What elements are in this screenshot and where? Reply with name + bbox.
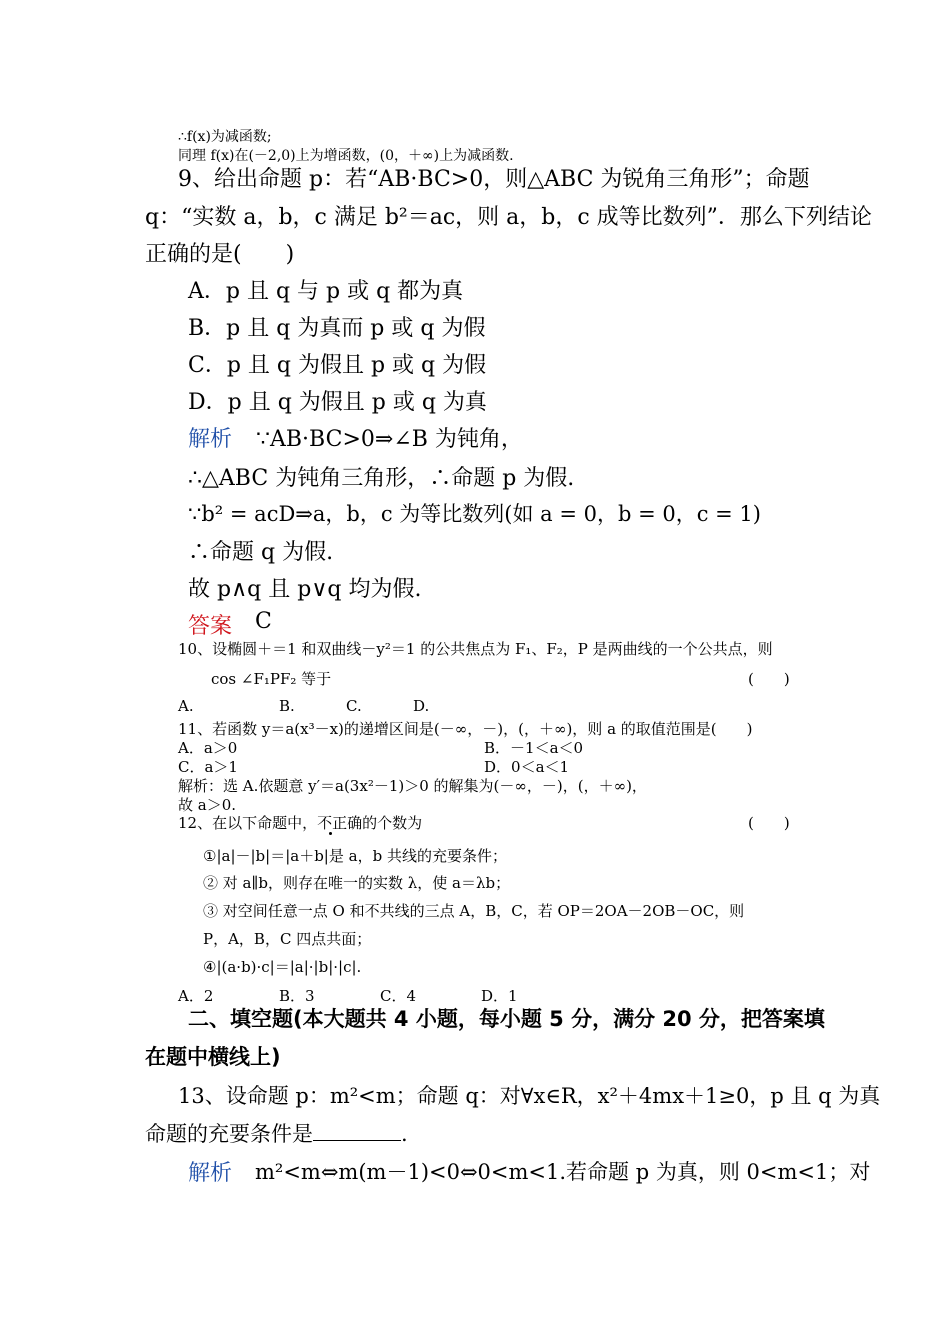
analysis-text: ∵b² = acD⇒a，b，c 为等比数列(如 a = 0，b = 0，c = 1) [188,502,761,526]
analysis-text: m²<m⇔m(m－1)<0⇔0<m<1.若命题 p 为真，则 0<m<1；对 [255,1160,871,1184]
question-10-stem: 10、设椭圆＋＝1 和双曲线－y²＝1 的公共焦点为 F₁、F₂，P 是两曲线的一个公共点，则 [178,640,773,658]
statement-3: ③ 对空间任意一点 O 和不共线的三点 A，B，C，若 OP＝2OA－2OB－OC，则 [203,902,745,920]
question-13-text: 命题的充要条件是 [145,1122,313,1146]
answer-label: 答案 [188,614,233,639]
statement-4: ④|(a·b)·c|＝|a|·|b|·|c|. [203,958,362,976]
section-heading: 二、填空题(本大题共 4 小题，每小题 5 分，满分 20 分，把答案填 [188,1007,825,1031]
answer-value: C [255,609,272,634]
option-b: B．p 且 q 为真而 p 或 q 为假 [188,316,486,341]
statement-3: P，A，B，C 四点共面； [203,930,372,948]
option-c: C．4 [380,987,417,1005]
option-a: A．p 且 q 与 p 或 q 都为真 [188,279,464,304]
option-a: A．a＞0 [178,739,238,757]
question-9-stem: 9、给出命题 p：若“AB·BC>0，则△ABC 为锐角三角形”；命题 [178,167,810,192]
analysis-text: ∵AB·BC>0⇒∠B 为钝角， [256,427,523,452]
question-13-stem: 13、设命题 p：m²<m；命题 q：对∀x∈R，x²＋4mx＋1≥0，p 且 q 为真 [178,1084,881,1108]
option-a: A. [178,697,194,715]
question-13-stem [145,1118,408,1148]
option-b: B. [279,697,295,715]
question-13-end: . [401,1122,408,1146]
text-line: 同理 f(x)在(－2,0)上为增函数，(0，＋∞)上为减函数. [178,148,514,164]
question-9-stem: 正确的是( ) [145,242,295,267]
question-9-stem: q：“实数 a，b，c 满足 b²＝ac，则 a，b，c 成等比数列”．那么下列结论 [145,205,872,230]
question-12-stem: 12、在以下命题中，不正确的个数为 [178,814,423,832]
question-10-stem: cos ∠F₁PF₂ 等于 [211,670,332,688]
option-b: B．－1＜a＜0 [484,739,584,757]
analysis-text: ∴命题 q 为假. [188,540,334,565]
analysis-label: 解析 [188,427,233,452]
option-c: C．a＞1 [178,758,238,776]
section-heading: 在题中横线上) [145,1045,281,1069]
answer-paren: ( ) [748,814,790,832]
analysis-text: 故 p∧q 且 p∨q 均为假. [188,577,422,602]
option-d: D．p 且 q 为假且 p 或 q 为真 [188,390,487,415]
analysis-label: 解析 [188,1161,233,1186]
analysis-text: 解析：选 A.依题意 y′＝a(3x²－1)＞0 的解集为(－∞，－)，(，＋∞)， [178,777,647,795]
statement-2: ② 对 a∥b，则存在唯一的实数 λ，使 a＝λb； [203,874,511,892]
option-d: D．1 [481,987,518,1005]
analysis-text: ∴△ABC 为钝角三角形，∴命题 p 为假. [188,466,575,491]
option-c: C. [346,697,362,715]
emphasis-dot [329,832,332,835]
answer-paren: ( ) [748,670,790,688]
option-d: D. [413,697,430,715]
option-a: A．2 [178,987,214,1005]
statement-1: ①|a|－|b|＝|a＋b|是 a，b 共线的充要条件； [203,847,507,865]
option-d: D．0＜a＜1 [484,758,570,776]
analysis-text: 故 a＞0. [178,796,237,814]
text-line: ∴f(x)为减函数; [178,129,272,145]
question-11-stem: 11、若函数 y＝a(x³－x)的递增区间是(－∞，－)，(，＋∞)，则 a 的取值范围是( ) [178,720,753,738]
answer-blank [313,1122,401,1141]
option-c: C．p 且 q 为假且 p 或 q 为假 [188,353,487,378]
option-b: B．3 [279,987,315,1005]
